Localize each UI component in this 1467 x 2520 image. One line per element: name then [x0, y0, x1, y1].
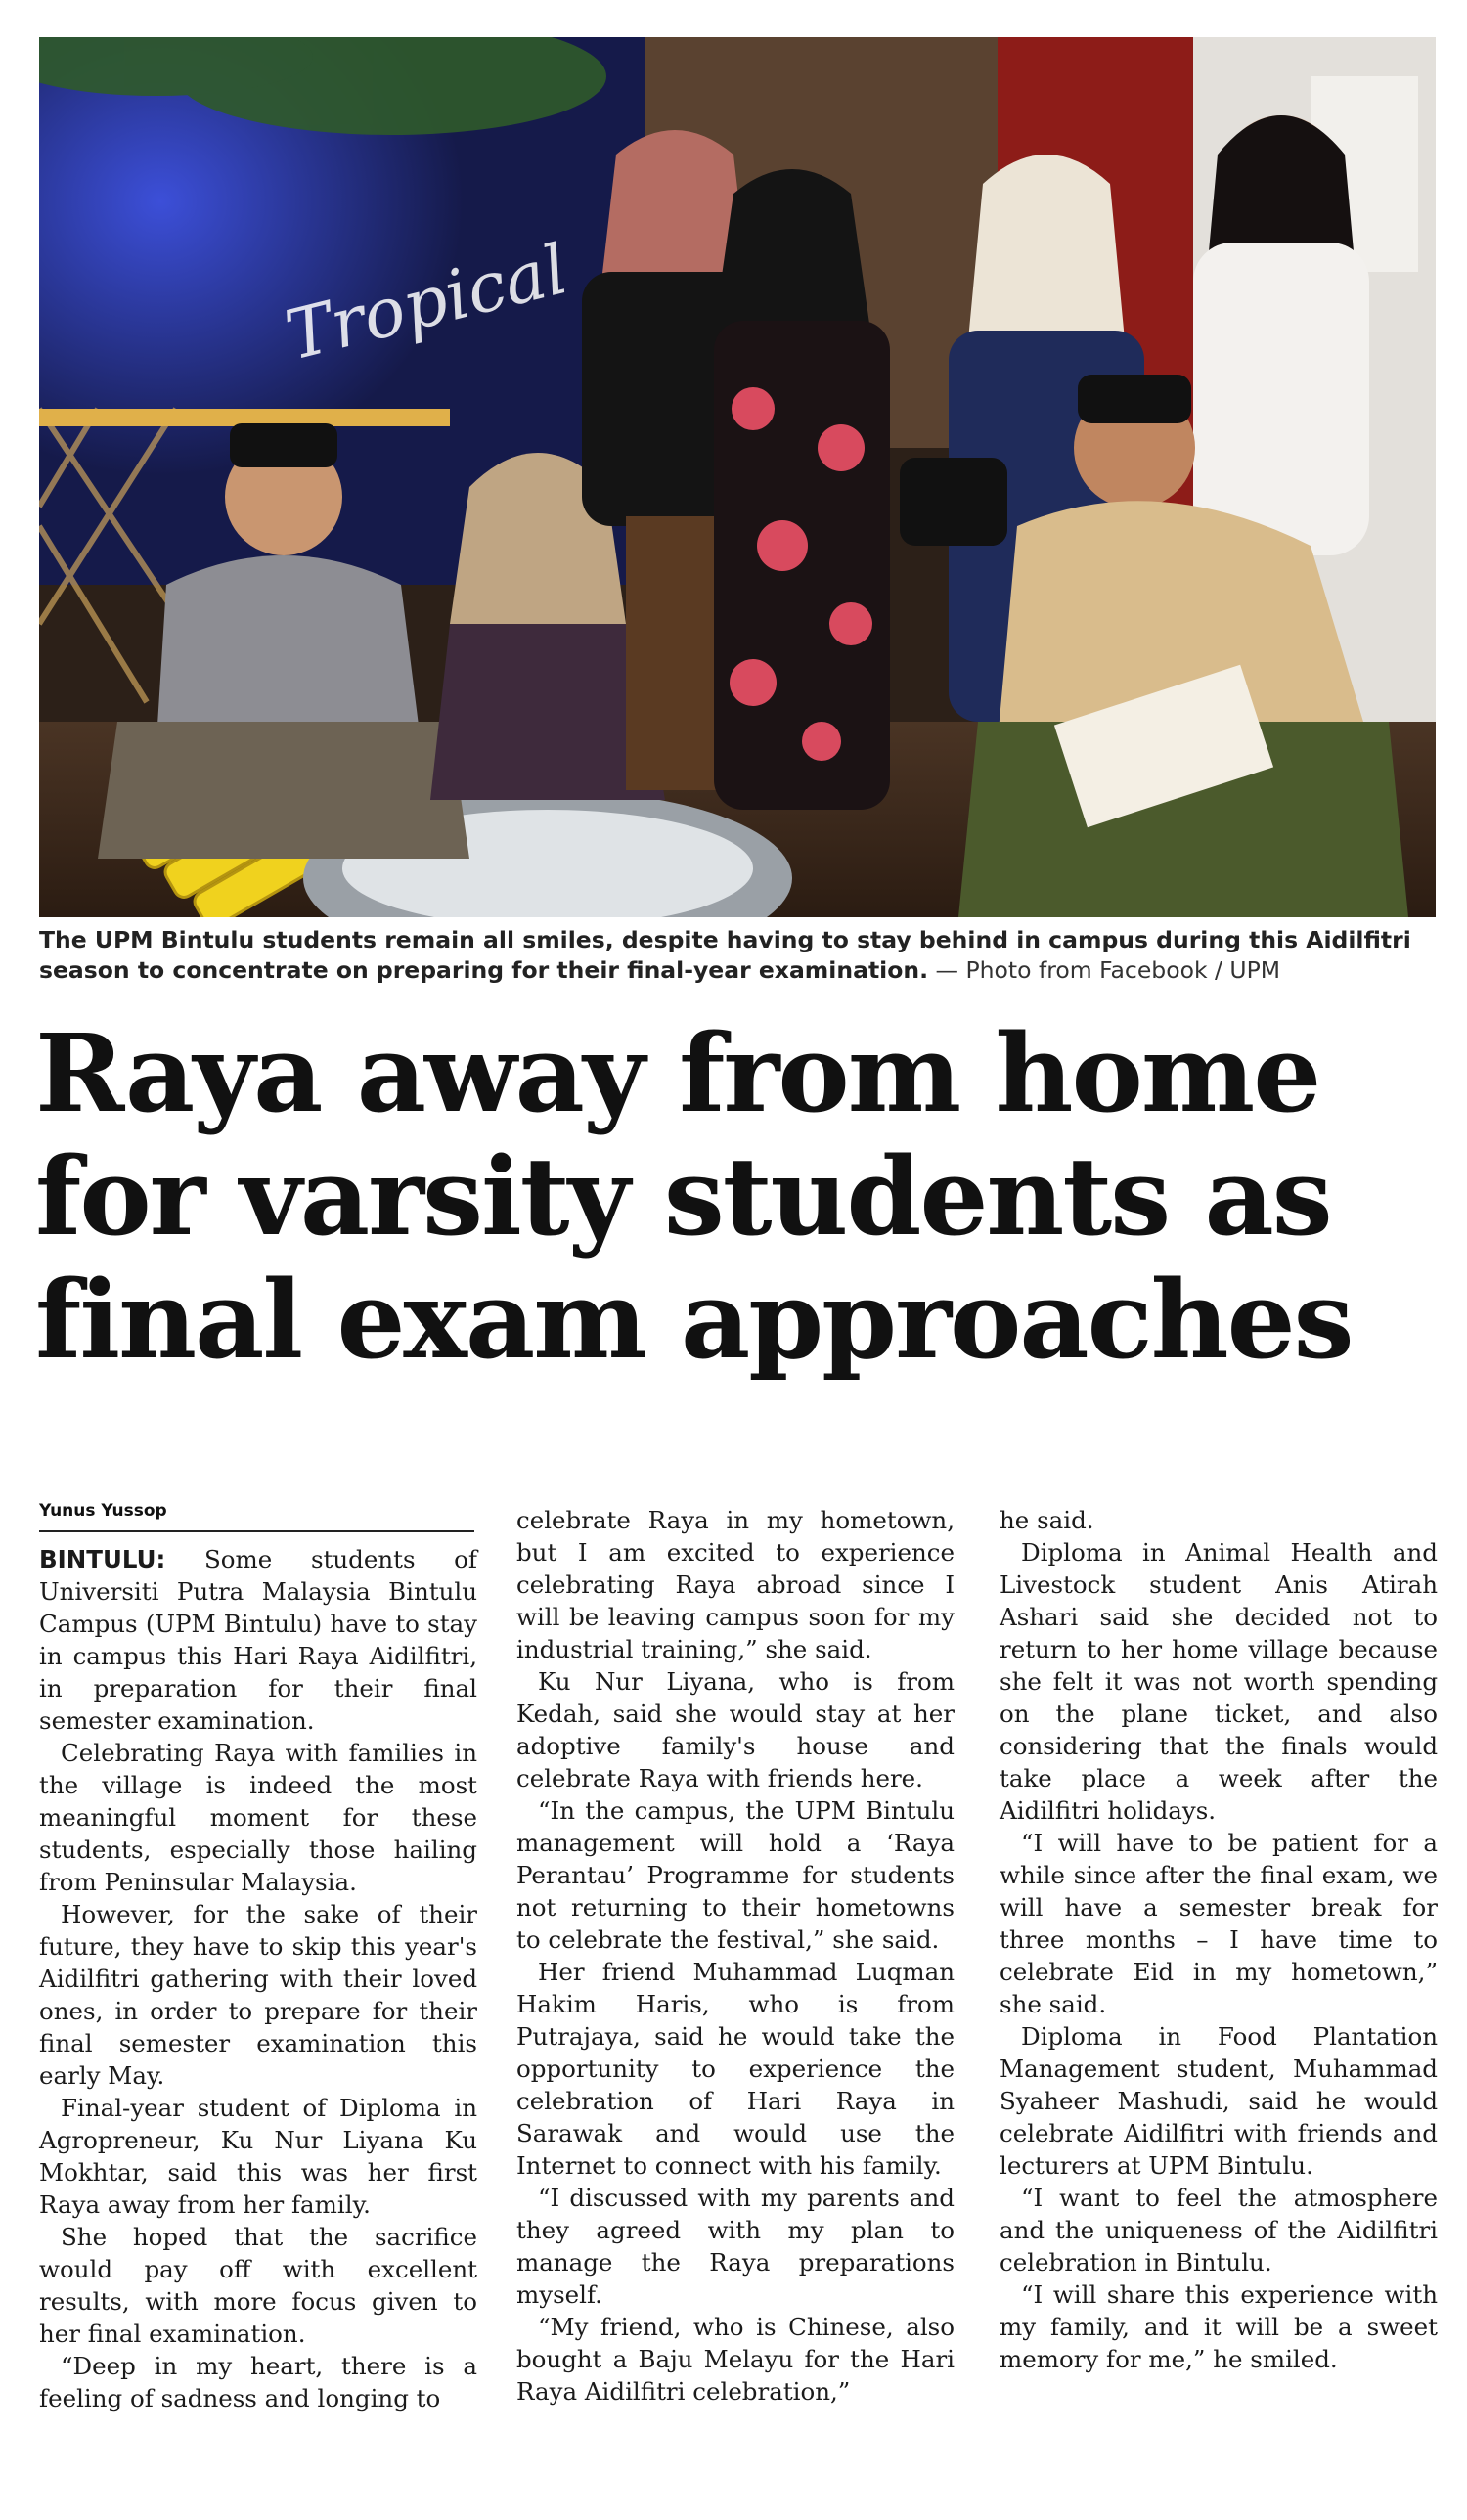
article-column-3: [1000, 1504, 1438, 2375]
caption-text: The UPM Bintulu students remain all smiles, despite having to stay behind in campus during this Aidilfitri season to concentrate on preparing for their final-year examination.: [39, 926, 1411, 984]
paragraph: Ku Nur Liyana, who is from Kedah, said she would stay at her adoptive family's house and celebrate Raya with friends here.: [516, 1667, 955, 1792]
paragraph: Celebrating Raya with families in the village is indeed the most meaningful moment for these students, especially those hailing from Peninsular Malaysia.: [39, 1739, 477, 1896]
paragraph: “I will share this experience with my family, and it will be a sweet memory for me,” he smiled.: [1000, 2280, 1438, 2373]
paragraph: Her friend Muhammad Luqman Hakim Haris, who is from Putrajaya, said he would take the opportunity to experience the celebration of Hari Raya in Sarawak and would use the Internet to connect with his family.: [516, 1958, 955, 2180]
headline: [35, 1012, 1444, 1382]
photo-image: [39, 37, 1436, 917]
paragraph: BINTULU: Some students of Universiti Putra Malaysia Bintulu Campus (UPM Bintulu) have to stay in campus this Hari Raya Aidilfitri, in preparation for their final semester examination.: [39, 1545, 477, 1735]
paragraph: However, for the sake of their future, they have to skip this year's Aidilfitri gathering with their loved ones, in order to prepare for their final semester examination this early May.: [39, 1900, 477, 2090]
dateline: BINTULU:: [39, 1545, 166, 1573]
backdrop-sign: Tropical: [278, 229, 576, 376]
photo-credit: — Photo from Facebook / UPM: [935, 956, 1281, 984]
paragraph: Diploma in Food Plantation Management student, Muhammad Syaheer Mashudi, said he would celebrate Aidilfitri with friends and lecturers at UPM Bintulu.: [1000, 2022, 1438, 2180]
paragraph: “Deep in my heart, there is a feeling of sadness and longing to: [39, 2352, 477, 2412]
paragraph: “My friend, who is Chinese, also bought a Baju Melayu for the Hari Raya Aidilfitri celebration,”: [516, 2313, 955, 2406]
paragraph: he said.: [1000, 1506, 1094, 1534]
paragraph: She hoped that the sacrifice would pay off with excellent results, with more focus given to her final examination.: [39, 2223, 477, 2348]
paragraph: “In the campus, the UPM Bintulu management will hold a ‘Raya Perantau’ Programme for students not returning to their hometowns to celebrate the festival,” she said.: [516, 1796, 955, 1954]
headline-line-3: final exam approaches: [35, 1257, 1353, 1383]
byline: Yunus Yussop: [39, 1501, 167, 1521]
photo-caption: [39, 925, 1438, 986]
paragraph: “I want to feel the atmosphere and the uniqueness of the Aidilfitri celebration in Bintulu.: [1000, 2184, 1438, 2277]
headline-line-2: for varsity students as: [35, 1133, 1331, 1260]
paragraph: Final-year student of Diploma in Agropreneur, Ku Nur Liyana Ku Mokhtar, said this was her first Raya away from her family.: [39, 2094, 477, 2219]
article-column-1: [39, 1543, 477, 2414]
news-photo: [39, 37, 1436, 917]
article-column-2: [516, 1504, 955, 2408]
byline-divider: [39, 1530, 474, 1532]
paragraph: “I discussed with my parents and they agreed with my plan to manage the Raya preparations myself.: [516, 2184, 955, 2309]
headline-line-1: Raya away from home: [35, 1010, 1320, 1136]
paragraph: Diploma in Animal Health and Livestock student Anis Atirah Ashari said she decided not to return to her home village because she felt it was not worth spending on the plane ticket, and also considering that the finals would take place a week after the Aidilfitri holidays.: [1000, 1538, 1438, 1825]
paragraph: “I will have to be patient for a while since after the final exam, we will have a semester break for three months – I have time to celebrate Eid in my hometown,” she said.: [1000, 1829, 1438, 2018]
paragraph: celebrate Raya in my hometown, but I am excited to experience celebrating Raya abroad since I will be leaving campus soon for my industrial training,” she said.: [516, 1506, 955, 1663]
